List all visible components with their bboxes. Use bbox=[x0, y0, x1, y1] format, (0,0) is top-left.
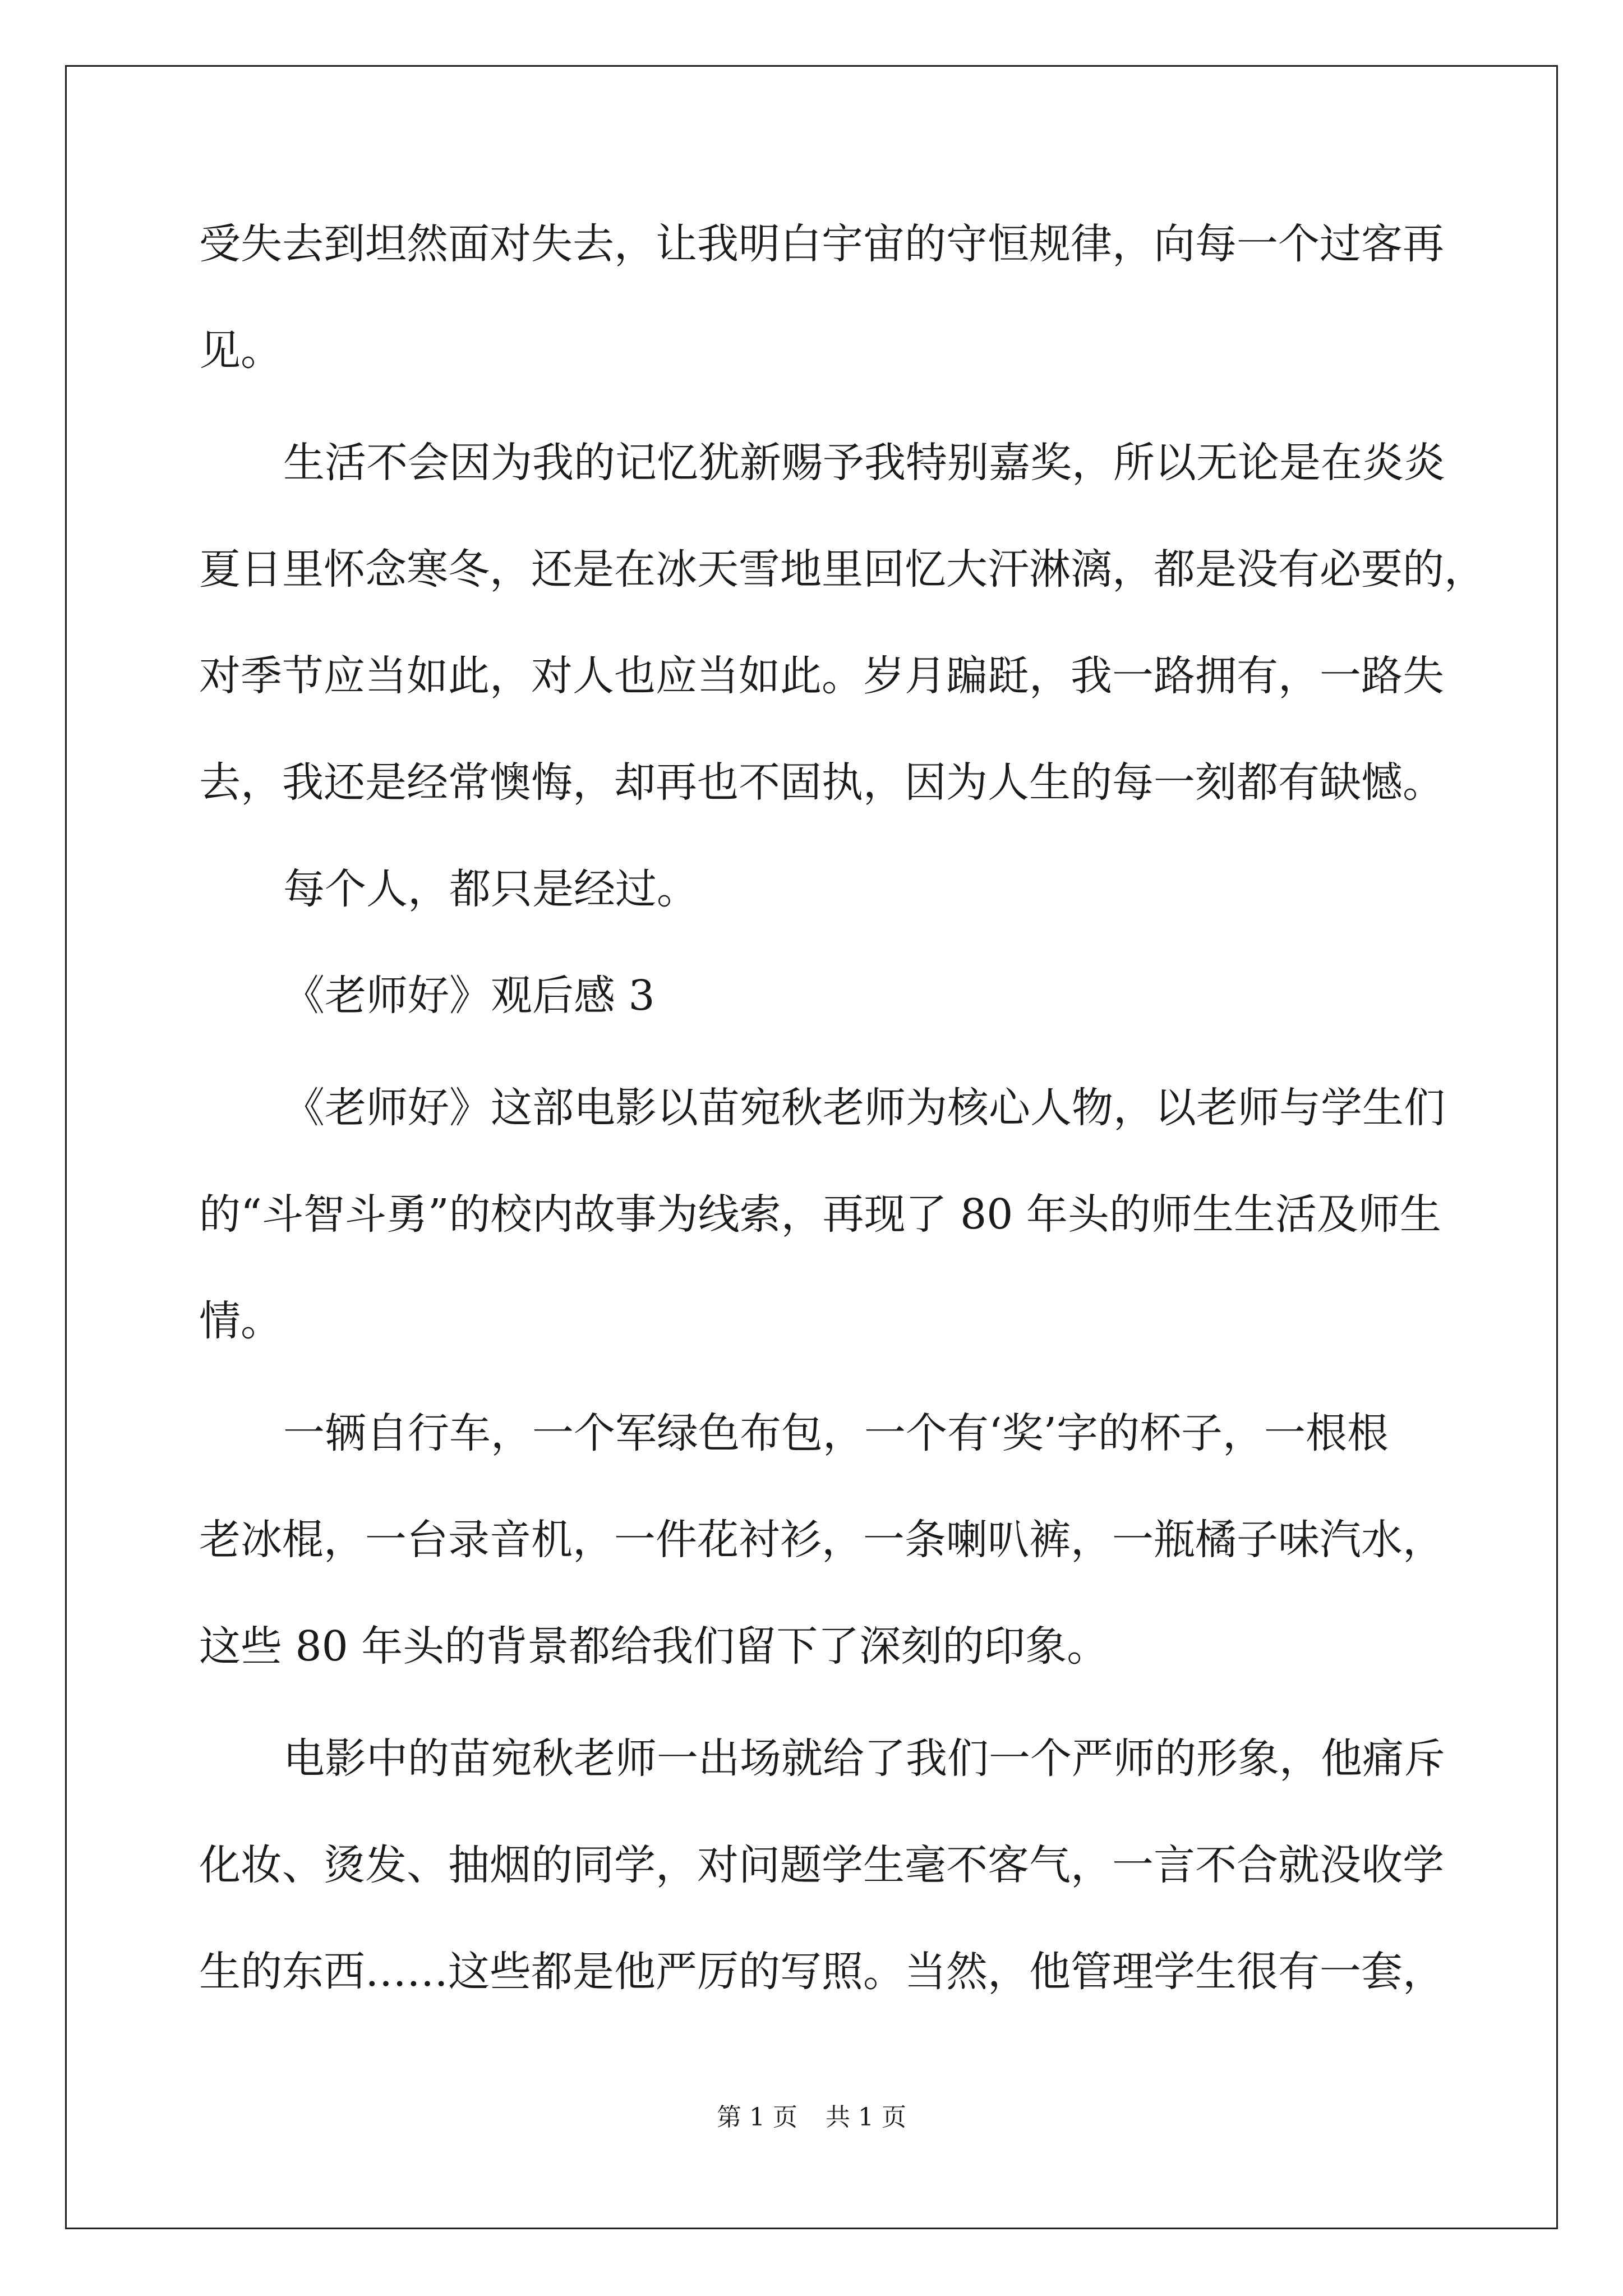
text-line: 电影中的苗宛秋老师一出场就给了我们一个严师的形象，他痛斥 bbox=[283, 1734, 1445, 1783]
text-line: 情。 bbox=[199, 1297, 282, 1345]
text-line: 生活不会因为我的记忆犹新赐予我特别嘉奖，所以无论是在炎炎 bbox=[283, 439, 1445, 487]
text-line: 的“斗智斗勇”的校内故事为线索，再现了 80 年头的师生生活及师生 bbox=[199, 1190, 1441, 1239]
text-line: 生的东西……这些都是他严厉的写照。当然，他管理学生很有一套， bbox=[199, 1948, 1444, 1996]
page-number: 第 1 页 bbox=[717, 2103, 797, 2132]
text-line: 老冰棍，一台录音机，一件花衬衫，一条喇叭裤，一瓶橘子味汽水， bbox=[199, 1516, 1444, 1564]
text-line: 见。 bbox=[199, 326, 282, 375]
text-line: 这些 80 年头的背景都给我们留下了深刻的印象。 bbox=[199, 1622, 1109, 1671]
page-total: 共 1 页 bbox=[826, 2103, 906, 2132]
page-footer bbox=[0, 2101, 1623, 2134]
section-heading: 《老师好》观后感 3 bbox=[283, 972, 655, 1020]
text-line: 《老师好》这部电影以苗宛秋老师为核心人物，以老师与学生们 bbox=[283, 1084, 1445, 1132]
text-line: 每个人，都只是经过。 bbox=[283, 865, 698, 913]
page-border bbox=[65, 65, 1558, 2229]
text-line: 去，我还是经常懊悔，却再也不固执，因为人生的每一刻都有缺憾。 bbox=[199, 758, 1444, 807]
text-line: 受失去到坦然面对失去，让我明白宇宙的守恒规律，向每一个过客再 bbox=[199, 220, 1444, 268]
text-line: 一辆自行车，一个军绿色布包，一个有‘奖’字的杯子，一根根 bbox=[283, 1409, 1389, 1457]
text-line: 化妆、烫发、抽烟的同学，对问题学生毫不客气，一言不合就没收学 bbox=[199, 1841, 1444, 1889]
text-line: 对季节应当如此，对人也应当如此。岁月蹁跹，我一路拥有，一路失 bbox=[199, 652, 1444, 700]
text-line: 夏日里怀念寒冬，还是在冰天雪地里回忆大汗淋漓，都是没有必要的， bbox=[199, 545, 1486, 593]
